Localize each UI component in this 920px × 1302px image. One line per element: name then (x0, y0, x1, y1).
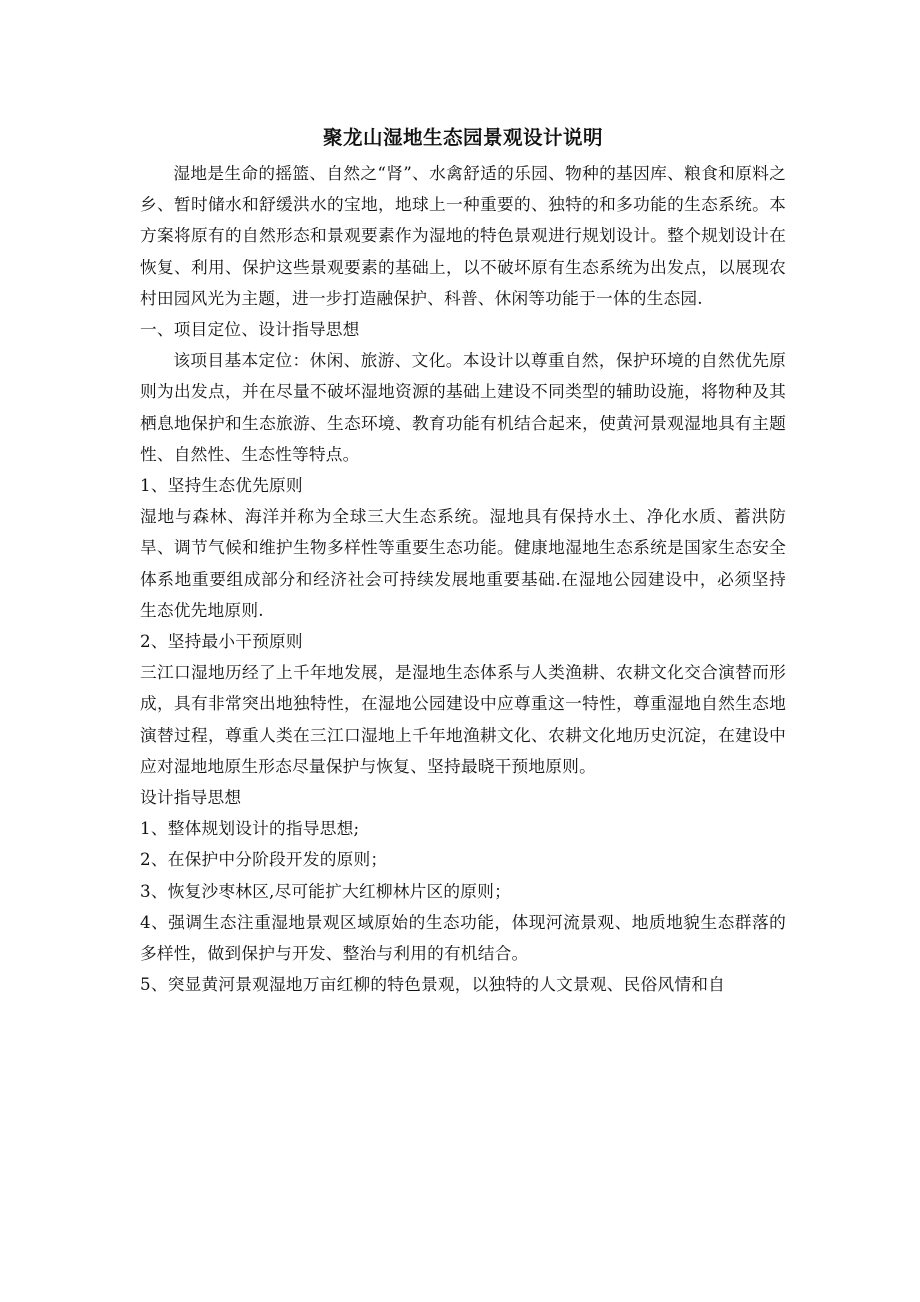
principle-paragraph: 三江口湿地历经了上千年地发展，是湿地生态体系与人类渔耕、农耕文化交合演替而形成，具有非常突出地独特性，在湿地公园建设中应尊重这一特性，尊重湿地自然生态地演替过程，尊重人类在三江口湿地上千年地渔耕文化、农耕文化地历史沉淀，在建设中应对湿地地原生形态尽量保护与恢复、坚持最晓干预地原则。 (140, 662, 786, 776)
principle-heading: 1、坚持生态优先原则 (140, 475, 303, 496)
guidance-heading: 设计指导思想 (140, 787, 242, 808)
guidance-item: 4、强调生态注重湿地景观区域原始的生态功能，体现河流景观、地质地貌生态群落的多样性，做到保护与开发、整治与利用的有机结合。 (140, 911, 786, 964)
guidance-item: 5、突显黄河景观湿地万亩红柳的特色景观，以独特的人文景观、民俗风情和自 (140, 974, 725, 995)
guidance-item: 3、恢复沙枣林区,尽可能扩大红柳林片区的原则； (140, 880, 511, 901)
principle-paragraph: 湿地与森林、海洋并称为全球三大生态系统。湿地具有保持水土、净化水质、蓄洪防旱、调节气候和维护生物多样性等重要生态功能。健康地湿地生态系统是国家生态安全体系地重要组成部分和经济社会可持续发展地重要基础.在湿地公园建设中，必须坚持生态优先地原则. (140, 506, 786, 620)
document-title: 聚龙山湿地生态园景观设计说明 (322, 126, 603, 149)
section-paragraph: 该项目基本定位：休闲、旅游、文化。本设计以尊重自然，保护环境的自然优先原则为出发点，并在尽量不破坏湿地资源的基础上建设不同类型的辅助设施，将物种及其栖息地保护和生态旅游、生态环境、教育功能有机结合起来，使黄河景观湿地具有主题性、自然性、生态性等特点。 (140, 350, 786, 464)
intro-paragraph: 湿地是生命的摇篮、自然之“肾”、水禽舒适的乐园、物种的基因库、粮食和原料之乡、暂时储水和舒缓洪水的宝地，地球上一种重要的、独特的和多功能的生态系统。本方案将原有的自然形态和景观要素作为湿地的特色景观进行规划设计。整个规划设计在恢复、利用、保护这些景观要素的基础上，以不破坏原有生态系统为出发点，以展现农村田园风光为主题，进一步打造融保护、科普、休闲等功能于一体的生态园. (140, 163, 786, 308)
guidance-item: 1、整体规划设计的指导思想; (140, 818, 360, 839)
guidance-item: 2、在保护中分阶段开发的原则； (140, 849, 388, 870)
document-content (140, 118, 786, 1000)
section-heading: 一、项目定位、设计指导思想 (140, 319, 360, 340)
principle-heading: 2、坚持最小干预原则 (140, 631, 303, 652)
